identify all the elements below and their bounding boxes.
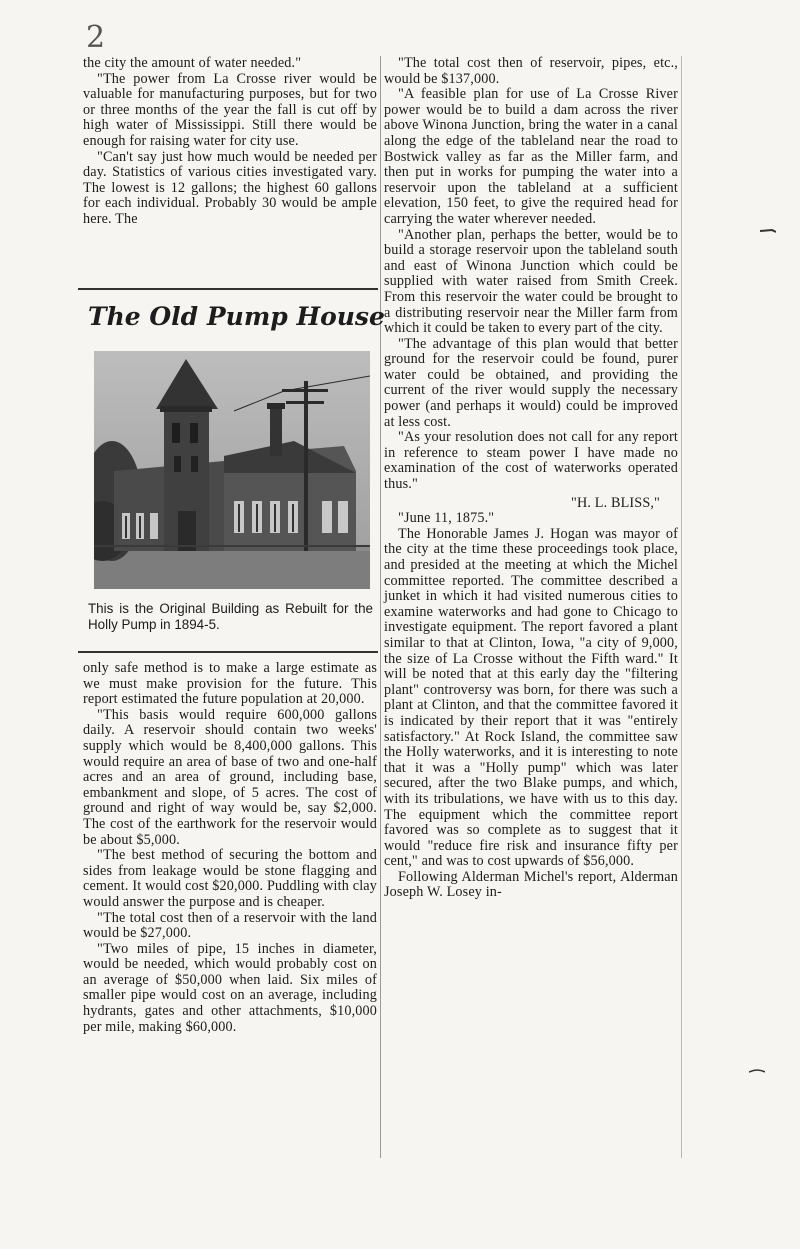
left-column-bottom: [83, 661, 377, 1035]
paragraph: "Two miles of pipe, 15 inches in diameter, would be needed, which would probably cost on an average of $50,000 when laid. Six miles of smaller pipe would cost on an average, including hydrants, gates and other attachments, $10,000 per mile, making $60,000.: [83, 940, 377, 1035]
signature: "H. L. BLISS,": [571, 494, 660, 511]
margin-mark: [749, 1066, 765, 1076]
paragraph: "The power from La Crosse river would be valuable for manufacturing purposes, but for two or three months of the year the fall is cut off by high water of Mississippi. Still there would be enough for raising water for city use.: [83, 70, 377, 149]
left-column-top: [83, 56, 377, 228]
figure-box: [78, 288, 385, 653]
column-rule: [681, 56, 682, 1158]
paragraph: "This basis would require 600,000 gallons daily. A reservoir should contain two weeks' supply which would be 8,400,000 gallons. This would require an area of base of two and one-half acres and an area of ground, including base, embankment and slope, of 5 acres. The cost of ground and right of way would be, say $2,000. The cost of the earthwork for the reservoir would be about $5,000.: [83, 706, 377, 848]
paragraph: "The advantage of this plan would that better ground for the reservoir could be found, purer water could be obtained, and providing the current of the river would supply the necessary power (and perhaps it would) could be improved at less cost.: [384, 335, 678, 430]
paragraph: "Another plan, perhaps the better, would be to build a storage reservoir upon the tableland south and east of Winona Junction which could be supplied with water raised from Smith Creek. From this reservoir the water could be brought to a distributing reservoir near the Miller farm from which it could be taken to every part of the city.: [384, 226, 678, 337]
paragraph: the city the amount of water needed.": [83, 55, 302, 71]
right-column: [384, 56, 678, 901]
paragraph: "Can't say just how much would be needed per day. Statistics of various cities investigated vary. The lowest is 12 gallons; the highest 60 gallons for each individual. Probably 30 would be ample here. The: [83, 148, 377, 227]
figure-caption: This is the Original Building as Rebuilt for the Holly Pump in 1894-5.: [88, 601, 373, 632]
paragraph: "The total cost then of a reservoir with the land would be $27,000.: [83, 909, 377, 942]
paragraph: only safe method is to make a large estimate as we must make provision for the future. This report estimated the future population at 20,000.: [83, 660, 377, 708]
page-number: 2: [86, 20, 106, 55]
margin-mark: [760, 228, 776, 234]
paragraph: Following Alderman Michel's report, Alderman Joseph W. Losey in-: [384, 868, 678, 901]
dateline: "June 11, 1875.": [398, 510, 495, 527]
figure-title: The Old Pump House: [88, 302, 385, 331]
paragraph: The Honorable James J. Hogan was mayor of the city at the time these proceedings took place, and presided at the meeting at which the Michel committee reported. The committee described a junket in which it had visited numerous cities to examine waterworks and had gone to Chicago to investigate equipment. The report favored a plant similar to that at Clinton, Iowa, "a city of 9,000, the size of La Crosse without the Fifth ward." It will be noted that at this early day the "filtering plant" controversy was born, for there was such a plant at Clinton, and that the committee favored it is indicated by their report that it was "entirely satisfactory." At Rock Island, the committee saw the Holly waterworks, and it is interesting to note that it was a "Holly pump" which was later secured, after the two Blake pumps, and which, with its tribulations, we have with us to this day. The equipment which the committee report favored was so complete as to suggest that it would "reduce fire risk and insurance fifty per cent," and was to cost upwards of $56,000.: [384, 525, 678, 870]
column-rule: [380, 56, 381, 1158]
paragraph: "The best method of securing the bottom and sides from leakage would be stone flagging and cement. It would cost $20,000. Puddling with clay would answer the purpose and is cheaper.: [83, 847, 377, 910]
paragraph: "A feasible plan for use of La Crosse River power would be to build a dam across the river above Winona Junction, bring the water in a canal along the edge of the tableland near the road to Bostwick valley as far as the Miller farm, and then put in works for pumping the water into a reservoir upon the tableland at a sufficient elevation, 150 feet, to give the required head for carrying the water wherever needed.: [384, 86, 678, 227]
pump-house-photo: [94, 351, 370, 589]
paragraph: "The total cost then of reservoir, pipes, etc., would be $137,000.: [384, 55, 678, 87]
paragraph: "As your resolution does not call for any report in reference to steam power I have made no examination of the cost of waterworks operated thus.": [384, 429, 678, 493]
pump-house-illustration: [94, 351, 370, 589]
